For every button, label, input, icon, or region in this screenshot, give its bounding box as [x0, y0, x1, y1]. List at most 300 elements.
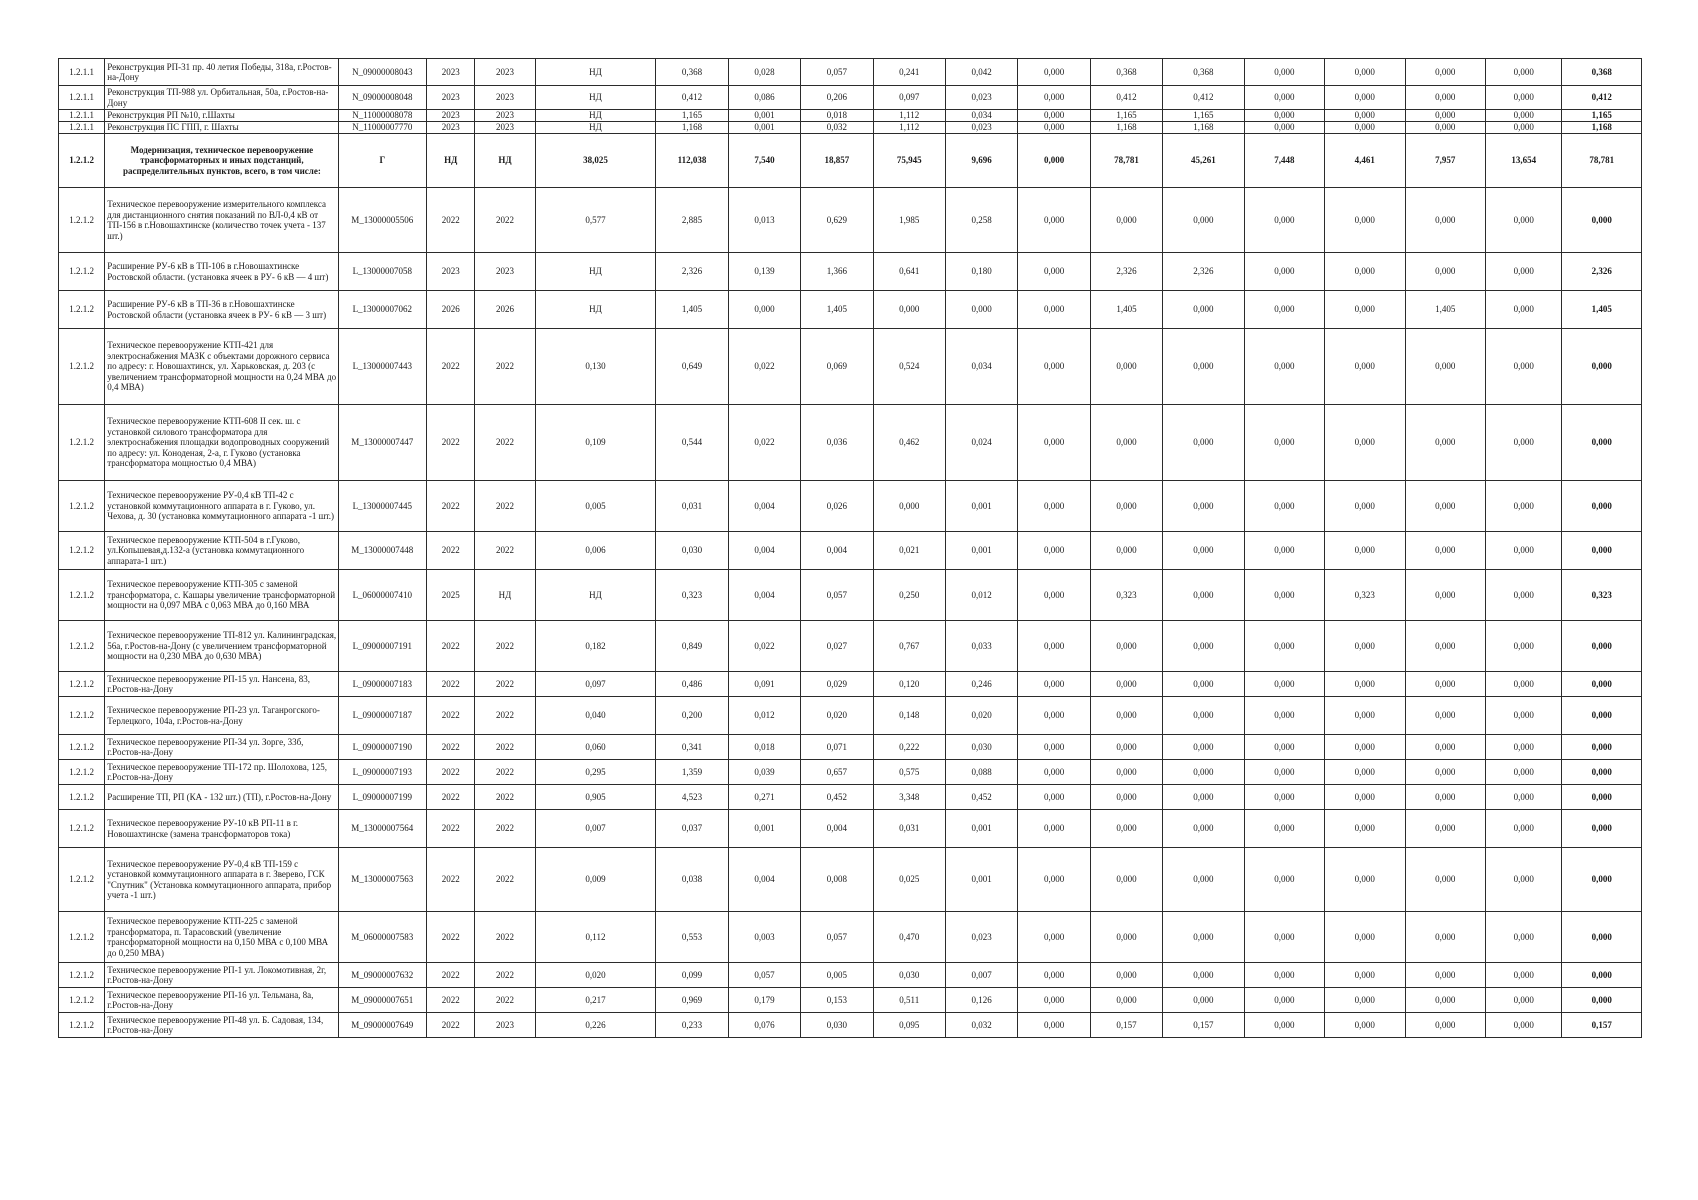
row-year-end-cell: 2022	[475, 405, 535, 481]
table-row	[59, 110, 1642, 122]
row-code-cell: N_09000008048	[338, 86, 427, 110]
row-value-cell: 0,001	[728, 122, 800, 134]
row-value-cell: 0,000	[1325, 1013, 1405, 1038]
table-row-subtotal	[59, 134, 1642, 188]
row-value-cell: 112,038	[656, 134, 728, 188]
row-name-cell: Техническое перевооружение РУ-0,4 кВ ТП-42 с установкой коммутационного аппарата в г. Гуково, ул. Чехова, д. 30 (установка коммутационного аппарата -1 шт.)	[105, 481, 338, 532]
row-value-cell: 0,000	[1018, 481, 1090, 532]
row-value-cell: 0,000	[1163, 570, 1244, 621]
table-row	[59, 329, 1642, 405]
row-year-end-cell: 2023	[475, 59, 535, 86]
row-total-cell: 0,000	[1562, 785, 1642, 810]
row-value-cell: 4,461	[1325, 134, 1405, 188]
row-value-cell: 0,004	[728, 481, 800, 532]
row-value-cell: 0,076	[728, 1013, 800, 1038]
row-value-cell: 0,000	[1090, 405, 1162, 481]
row-value-cell: 1,405	[801, 291, 873, 329]
row-total-cell: 0,000	[1562, 988, 1642, 1013]
row-value-cell: 0,031	[656, 481, 728, 532]
row-year-start-cell: 2022	[427, 912, 475, 963]
row-value-cell: 0,034	[945, 329, 1017, 405]
row-number-cell: 1.2.1.2	[59, 405, 105, 481]
row-code-cell: L_09000007190	[338, 735, 427, 760]
row-value-cell: 0,000	[1244, 785, 1324, 810]
row-year-start-cell: 2022	[427, 697, 475, 735]
row-value-cell: 0,368	[1090, 59, 1162, 86]
row-name-cell: Техническое перевооружение РП-34 ул. Зорге, 33б, г.Ростов-на-Дону	[105, 735, 338, 760]
row-value-cell: 0,323	[1090, 570, 1162, 621]
row-value-cell: 1,112	[873, 122, 945, 134]
row-code-cell: N_09000008043	[338, 59, 427, 86]
row-value-cell: 0,000	[1018, 188, 1090, 253]
row-value-cell: 0,000	[1405, 672, 1485, 697]
row-value-cell: 0,767	[873, 621, 945, 672]
row-value-cell: 0,000	[1163, 988, 1244, 1013]
row-total-cell: 2,326	[1562, 253, 1642, 291]
row-value-cell: 18,857	[801, 134, 873, 188]
row-name-cell: Техническое перевооружение РП-48 ул. Б. Садовая, 134, г.Ростов-на-Дону	[105, 1013, 338, 1038]
row-value-cell: 0,000	[1405, 532, 1485, 570]
row-value-cell: 0,000	[1485, 253, 1561, 291]
row-value-cell: 0,000	[1244, 672, 1324, 697]
row-value-cell: 0,000	[1018, 810, 1090, 848]
row-number-cell: 1.2.1.2	[59, 253, 105, 291]
row-number-cell: 1.2.1.2	[59, 532, 105, 570]
row-value-cell: 0,000	[1325, 329, 1405, 405]
row-value-cell: 0,000	[1018, 760, 1090, 785]
row-value-cell: 0,000	[1485, 59, 1561, 86]
row-value-cell: 2,326	[1163, 253, 1244, 291]
row-value-cell: 0,000	[1244, 122, 1324, 134]
row-value-cell: 0,000	[1244, 481, 1324, 532]
row-value-cell: 0,020	[945, 697, 1017, 735]
row-value-cell: 0,030	[873, 963, 945, 988]
row-value-cell: 0,000	[1405, 570, 1485, 621]
row-value-cell: 0,004	[801, 532, 873, 570]
row-value-cell: 0,000	[1018, 963, 1090, 988]
table-row	[59, 1013, 1642, 1038]
row-value-cell: 0,412	[656, 86, 728, 110]
row-value-cell: 0,000	[1405, 253, 1485, 291]
row-name-cell: Реконструкция РП №10, г.Шахты	[105, 110, 338, 122]
row-value-cell: 1,165	[656, 110, 728, 122]
row-value-cell: 0,000	[1325, 481, 1405, 532]
row-value-cell: НД	[535, 110, 656, 122]
row-total-cell: 0,000	[1562, 735, 1642, 760]
row-value-cell: 0,091	[728, 672, 800, 697]
row-value-cell: 0,020	[535, 963, 656, 988]
row-value-cell: 0,157	[1163, 1013, 1244, 1038]
row-value-cell: 0,000	[1090, 760, 1162, 785]
row-total-cell: 0,323	[1562, 570, 1642, 621]
row-value-cell: 0,000	[1244, 188, 1324, 253]
row-value-cell: 0,000	[1018, 134, 1090, 188]
row-value-cell: 0,000	[1018, 735, 1090, 760]
row-value-cell: 0,148	[873, 697, 945, 735]
row-value-cell: 0,000	[1485, 848, 1561, 912]
row-value-cell: 0,000	[1325, 532, 1405, 570]
row-value-cell: 0,000	[1485, 785, 1561, 810]
row-value-cell: 1,359	[656, 760, 728, 785]
table-row	[59, 912, 1642, 963]
row-value-cell: 0,006	[535, 532, 656, 570]
row-name-cell: Техническое перевооружение ТП-172 пр. Шолохова, 125, г.Ростов-на-Дону	[105, 760, 338, 785]
row-number-cell: 1.2.1.2	[59, 1013, 105, 1038]
row-value-cell: 1,405	[1405, 291, 1485, 329]
table-row	[59, 291, 1642, 329]
row-name-cell: Реконструкция ТП-988 ул. Орбитальная, 50а, г.Ростов-на-Дону	[105, 86, 338, 110]
row-year-end-cell: 2022	[475, 672, 535, 697]
row-value-cell: 0,000	[1485, 1013, 1561, 1038]
row-value-cell: 0,649	[656, 329, 728, 405]
table-row	[59, 86, 1642, 110]
row-code-cell: M_09000007649	[338, 1013, 427, 1038]
row-value-cell: 0,000	[1325, 760, 1405, 785]
row-value-cell: 0,000	[1244, 253, 1324, 291]
row-value-cell: 0,028	[728, 59, 800, 86]
row-name-cell: Техническое перевооружение КТП-421 для электроснабжения МАЗК с объектами дорожного сервиса по адресу: г. Новошахтинск, ул. Харьковская, д. 203 (с увеличением трансформаторной мощности на 0,24 МВА до 0,4 МВА)	[105, 329, 338, 405]
row-value-cell: 0,000	[1018, 988, 1090, 1013]
row-number-cell: 1.2.1.2	[59, 848, 105, 912]
row-value-cell: 0,130	[535, 329, 656, 405]
row-value-cell: 0,000	[1325, 912, 1405, 963]
row-value-cell: НД	[535, 253, 656, 291]
row-value-cell: 0,179	[728, 988, 800, 1013]
table-row	[59, 59, 1642, 86]
row-value-cell: 2,885	[656, 188, 728, 253]
row-value-cell: 0,486	[656, 672, 728, 697]
row-value-cell: 0,226	[535, 1013, 656, 1038]
row-code-cell: L_09000007199	[338, 785, 427, 810]
row-value-cell: 0,001	[945, 810, 1017, 848]
row-value-cell: 0,000	[1244, 988, 1324, 1013]
row-value-cell: 1,405	[656, 291, 728, 329]
row-year-start-cell: 2025	[427, 570, 475, 621]
row-value-cell: 45,261	[1163, 134, 1244, 188]
row-total-cell: 78,781	[1562, 134, 1642, 188]
row-year-end-cell: 2022	[475, 810, 535, 848]
row-year-start-cell: 2023	[427, 59, 475, 86]
row-total-cell: 0,000	[1562, 760, 1642, 785]
table-row	[59, 760, 1642, 785]
row-year-end-cell: 2023	[475, 1013, 535, 1038]
row-name-cell: Техническое перевооружение КТП-225 с заменой трансформатора, п. Тарасовский (увеличение трансформаторной мощности на 0,150 МВА с 0,100 МВА до 0,250 МВА)	[105, 912, 338, 963]
row-value-cell: 7,540	[728, 134, 800, 188]
row-total-cell: 1,168	[1562, 122, 1642, 134]
row-value-cell: 3,348	[873, 785, 945, 810]
row-value-cell: 0,000	[1244, 735, 1324, 760]
row-value-cell: 0,849	[656, 621, 728, 672]
row-code-cell: L_13000007443	[338, 329, 427, 405]
table-row	[59, 570, 1642, 621]
row-value-cell: 0,000	[1405, 86, 1485, 110]
row-value-cell: 0,182	[535, 621, 656, 672]
row-value-cell: 0,577	[535, 188, 656, 253]
table-row	[59, 188, 1642, 253]
row-value-cell: 0,000	[1325, 988, 1405, 1013]
row-value-cell: 0,031	[873, 810, 945, 848]
row-value-cell: 0,000	[1485, 810, 1561, 848]
row-value-cell: 1,168	[1163, 122, 1244, 134]
row-value-cell: 0,412	[1090, 86, 1162, 110]
row-value-cell: 0,000	[1485, 988, 1561, 1013]
row-value-cell: 0,000	[1163, 481, 1244, 532]
row-value-cell: 0,000	[1018, 405, 1090, 481]
row-value-cell: 0,000	[1090, 735, 1162, 760]
row-value-cell: 0,020	[801, 697, 873, 735]
row-value-cell: 0,258	[945, 188, 1017, 253]
row-value-cell: 0,038	[656, 848, 728, 912]
row-value-cell: 0,553	[656, 912, 728, 963]
row-value-cell: 0,000	[1163, 810, 1244, 848]
row-value-cell: 0,206	[801, 86, 873, 110]
row-value-cell: 0,000	[1485, 291, 1561, 329]
row-year-start-cell: 2023	[427, 122, 475, 134]
row-value-cell: 0,023	[945, 912, 1017, 963]
row-value-cell: 0,180	[945, 253, 1017, 291]
row-value-cell: 0,000	[1325, 291, 1405, 329]
row-value-cell: 0,000	[1485, 672, 1561, 697]
row-value-cell: 0,039	[728, 760, 800, 785]
table-row	[59, 848, 1642, 912]
row-value-cell: 0,000	[1325, 963, 1405, 988]
row-value-cell: 0,629	[801, 188, 873, 253]
row-code-cell: M_13000007448	[338, 532, 427, 570]
row-value-cell: 0,013	[728, 188, 800, 253]
row-value-cell: 0,000	[1090, 697, 1162, 735]
row-value-cell: 7,448	[1244, 134, 1324, 188]
row-value-cell: 0,023	[945, 122, 1017, 134]
row-value-cell: 0,032	[801, 122, 873, 134]
row-value-cell: 0,000	[1163, 785, 1244, 810]
row-value-cell: 0,000	[1018, 1013, 1090, 1038]
row-value-cell: 0,000	[1244, 86, 1324, 110]
row-value-cell: 38,025	[535, 134, 656, 188]
row-year-end-cell: 2022	[475, 963, 535, 988]
row-value-cell: 0,000	[1163, 532, 1244, 570]
row-value-cell: 0,000	[1405, 760, 1485, 785]
row-value-cell: 0,120	[873, 672, 945, 697]
row-value-cell: 0,001	[945, 532, 1017, 570]
row-value-cell: 0,000	[1325, 86, 1405, 110]
row-year-end-cell: 2022	[475, 621, 535, 672]
row-number-cell: 1.2.1.1	[59, 110, 105, 122]
row-value-cell: НД	[535, 86, 656, 110]
row-number-cell: 1.2.1.2	[59, 697, 105, 735]
row-year-start-cell: 2022	[427, 760, 475, 785]
row-number-cell: 1.2.1.2	[59, 134, 105, 188]
row-value-cell: 0,000	[1485, 405, 1561, 481]
row-code-cell: L_09000007193	[338, 760, 427, 785]
row-value-cell: 0,157	[1090, 1013, 1162, 1038]
row-total-cell: 1,405	[1562, 291, 1642, 329]
row-value-cell: 0,009	[535, 848, 656, 912]
row-year-start-cell: 2022	[427, 1013, 475, 1038]
row-name-cell: Расширение РУ-6 кВ в ТП-36 в г.Новошахтинске Ростовской области (установка ячеек в РУ- 6 кВ — 3 шт)	[105, 291, 338, 329]
row-value-cell: 0,000	[1485, 570, 1561, 621]
row-year-start-cell: 2023	[427, 86, 475, 110]
row-year-end-cell: 2026	[475, 291, 535, 329]
row-year-start-cell: 2022	[427, 481, 475, 532]
row-value-cell: 0,000	[1485, 86, 1561, 110]
row-value-cell: 0,022	[728, 329, 800, 405]
row-code-cell: M_13000005506	[338, 188, 427, 253]
row-total-cell: 0,368	[1562, 59, 1642, 86]
row-value-cell: 0,000	[1325, 810, 1405, 848]
row-year-start-cell: НД	[427, 134, 475, 188]
row-value-cell: 0,027	[801, 621, 873, 672]
row-number-cell: 1.2.1.2	[59, 912, 105, 963]
row-year-end-cell: 2023	[475, 122, 535, 134]
row-total-cell: 0,000	[1562, 621, 1642, 672]
table-row	[59, 253, 1642, 291]
row-value-cell: 0,000	[1018, 110, 1090, 122]
row-code-cell: Г	[338, 134, 427, 188]
row-value-cell: 0,000	[728, 291, 800, 329]
row-value-cell: 0,246	[945, 672, 1017, 697]
table-row	[59, 963, 1642, 988]
row-value-cell: 0,000	[1325, 405, 1405, 481]
row-year-start-cell: 2022	[427, 405, 475, 481]
row-value-cell: 0,000	[1163, 621, 1244, 672]
row-value-cell: 0,000	[1485, 110, 1561, 122]
row-value-cell: 0,000	[1163, 963, 1244, 988]
row-name-cell: Техническое перевооружение РУ-0,4 кВ ТП-159 с установкой коммутационного аппарата в г. Зверево, ГСК "Спутник" (Установка коммутационного аппарата, прибор учета -1 шт.)	[105, 848, 338, 912]
row-value-cell: 0,000	[1405, 988, 1485, 1013]
row-value-cell: 0,000	[1405, 481, 1485, 532]
row-value-cell: 0,000	[1090, 188, 1162, 253]
row-value-cell: 0,000	[1018, 697, 1090, 735]
row-year-start-cell: 2023	[427, 110, 475, 122]
row-name-cell: Реконструкция ПС ГПП, г. Шахты	[105, 122, 338, 134]
row-value-cell: 0,452	[945, 785, 1017, 810]
row-value-cell: 0,000	[1244, 532, 1324, 570]
row-value-cell: 0,057	[801, 912, 873, 963]
row-value-cell: 0,341	[656, 735, 728, 760]
row-name-cell: Техническое перевооружение РП-1 ул. Локомотивная, 2г, г.Ростов-на-Дону	[105, 963, 338, 988]
row-number-cell: 1.2.1.1	[59, 122, 105, 134]
row-year-end-cell: 2022	[475, 988, 535, 1013]
table-row	[59, 810, 1642, 848]
row-value-cell: 0,217	[535, 988, 656, 1013]
row-value-cell: 0,000	[1090, 329, 1162, 405]
row-value-cell: 0,000	[1090, 810, 1162, 848]
row-value-cell: 1,168	[656, 122, 728, 134]
investment-table	[58, 58, 1642, 1038]
row-value-cell: 0,000	[1325, 621, 1405, 672]
row-value-cell: 0,008	[801, 848, 873, 912]
row-value-cell: 0,000	[1090, 481, 1162, 532]
row-year-end-cell: 2022	[475, 481, 535, 532]
row-value-cell: 0,000	[1018, 570, 1090, 621]
row-number-cell: 1.2.1.2	[59, 988, 105, 1013]
row-value-cell: 0,001	[728, 810, 800, 848]
row-value-cell: 0,000	[1090, 785, 1162, 810]
row-value-cell: 0,005	[535, 481, 656, 532]
row-value-cell: 0,030	[656, 532, 728, 570]
row-value-cell: 0,000	[1405, 188, 1485, 253]
table-row	[59, 785, 1642, 810]
row-value-cell: 0,368	[1163, 59, 1244, 86]
row-value-cell: 0,088	[945, 760, 1017, 785]
row-value-cell: 0,000	[1485, 481, 1561, 532]
row-number-cell: 1.2.1.2	[59, 329, 105, 405]
row-year-start-cell: 2022	[427, 735, 475, 760]
row-value-cell: 0,004	[801, 810, 873, 848]
row-value-cell: 0,095	[873, 1013, 945, 1038]
row-year-end-cell: 2022	[475, 912, 535, 963]
row-number-cell: 1.2.1.2	[59, 481, 105, 532]
row-value-cell: 0,295	[535, 760, 656, 785]
row-name-cell: Техническое перевооружение РП-23 ул. Таганрогского-Терлецкого, 104а, г.Ростов-на-Дону	[105, 697, 338, 735]
row-value-cell: 0,250	[873, 570, 945, 621]
row-value-cell: 0,057	[801, 59, 873, 86]
row-value-cell: 0,000	[1244, 760, 1324, 785]
row-value-cell: 1,168	[1090, 122, 1162, 134]
row-number-cell: 1.2.1.2	[59, 291, 105, 329]
row-value-cell: 0,000	[1244, 621, 1324, 672]
table-row	[59, 481, 1642, 532]
row-number-cell: 1.2.1.2	[59, 760, 105, 785]
row-value-cell: 0,112	[535, 912, 656, 963]
row-value-cell: 0,139	[728, 253, 800, 291]
row-value-cell: 0,026	[801, 481, 873, 532]
row-value-cell: НД	[535, 59, 656, 86]
row-value-cell: 1,366	[801, 253, 873, 291]
row-year-end-cell: НД	[475, 570, 535, 621]
row-value-cell: 0,000	[1163, 672, 1244, 697]
row-value-cell: 0,000	[1405, 59, 1485, 86]
row-value-cell: 0,000	[1405, 912, 1485, 963]
row-year-start-cell: 2022	[427, 329, 475, 405]
row-value-cell: 0,000	[1018, 329, 1090, 405]
row-value-cell: 0,000	[1325, 672, 1405, 697]
row-value-cell: 0,036	[801, 405, 873, 481]
row-value-cell: 75,945	[873, 134, 945, 188]
row-year-end-cell: НД	[475, 134, 535, 188]
row-value-cell: 0,030	[801, 1013, 873, 1038]
row-year-end-cell: 2022	[475, 735, 535, 760]
row-name-cell: Техническое перевооружение КТП-504 в г.Гуково, ул.Копьшевая,д.132-а (установка коммутационного аппарата-1 шт.)	[105, 532, 338, 570]
row-value-cell: 1,405	[1090, 291, 1162, 329]
row-value-cell: 0,462	[873, 405, 945, 481]
row-year-end-cell: 2022	[475, 760, 535, 785]
row-value-cell: 0,000	[1405, 122, 1485, 134]
row-value-cell: 0,000	[1163, 291, 1244, 329]
row-value-cell: 0,000	[1325, 110, 1405, 122]
row-value-cell: 0,000	[1018, 532, 1090, 570]
row-value-cell: 0,000	[1325, 697, 1405, 735]
row-name-cell: Расширение ТП, РП (КА - 132 шт.) (ТП), г.Ростов-на-Дону	[105, 785, 338, 810]
row-value-cell: 0,042	[945, 59, 1017, 86]
table-row	[59, 697, 1642, 735]
row-value-cell: 0,000	[1325, 59, 1405, 86]
row-value-cell: 0,233	[656, 1013, 728, 1038]
row-value-cell: 0,069	[801, 329, 873, 405]
row-value-cell: НД	[535, 122, 656, 134]
row-value-cell: 0,033	[945, 621, 1017, 672]
row-value-cell: 0,001	[945, 481, 1017, 532]
row-value-cell: 0,323	[1325, 570, 1405, 621]
row-code-cell: M_13000007447	[338, 405, 427, 481]
row-name-cell: Техническое перевооружение КТП-305 с заменой трансформатора, с. Кашары увеличение трансформаторной мощности на 0,097 МВА с 0,063 МВА до 0,160 МВА	[105, 570, 338, 621]
row-value-cell: 0,004	[728, 848, 800, 912]
row-value-cell: 0,018	[728, 735, 800, 760]
row-value-cell: 0,000	[1018, 291, 1090, 329]
row-number-cell: 1.2.1.2	[59, 963, 105, 988]
row-value-cell: 0,000	[1090, 848, 1162, 912]
row-value-cell: 0,000	[1405, 110, 1485, 122]
